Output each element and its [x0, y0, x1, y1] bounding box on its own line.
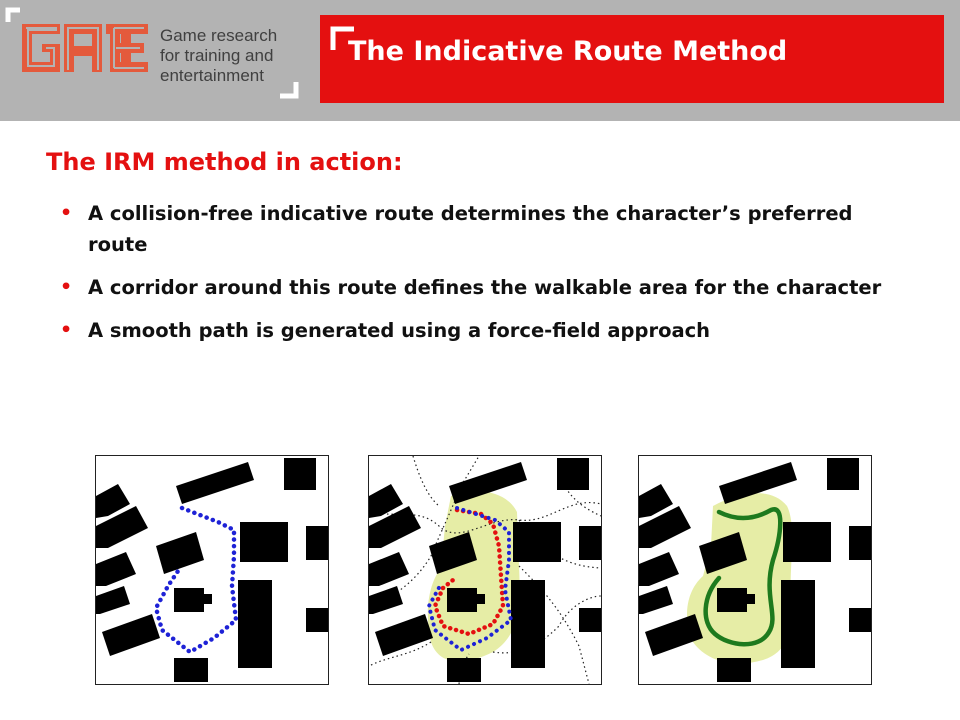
- bullet-item: [60, 272, 890, 303]
- map-indicative-route: [96, 456, 328, 684]
- bullet-item: [60, 315, 890, 346]
- buildings: [96, 458, 328, 682]
- bullet-text: A corridor around this route defines the walkable area for the character: [88, 276, 882, 299]
- bullet-icon: •: [60, 319, 73, 341]
- figure-indicative-route: [95, 455, 329, 685]
- tagline-line: for training and: [160, 46, 274, 65]
- map-corridor: [369, 456, 601, 684]
- bullet-icon: •: [60, 276, 73, 298]
- map-smooth-path: [639, 456, 871, 684]
- bullet-item: [60, 198, 890, 260]
- figure-corridor: [368, 455, 602, 685]
- section-heading: The IRM method in action:: [46, 148, 403, 176]
- tagline-line: Game research: [160, 26, 278, 45]
- gate-logo-e: [108, 24, 158, 72]
- bullet-text: A collision-free indicative route determines the character’s preferred route: [88, 202, 853, 256]
- bullet-text: A smooth path is generated using a force-field approach: [88, 319, 711, 342]
- logo-tagline: [160, 26, 300, 86]
- bullet-list: [60, 198, 890, 358]
- bullet-icon: •: [60, 202, 73, 224]
- header-bar: [0, 0, 960, 121]
- indicative-route-line: [156, 508, 236, 652]
- slide-title: The Indicative Route Method: [348, 36, 788, 67]
- figure-smooth-path: [638, 455, 872, 685]
- tagline-line: entertainment: [160, 66, 264, 85]
